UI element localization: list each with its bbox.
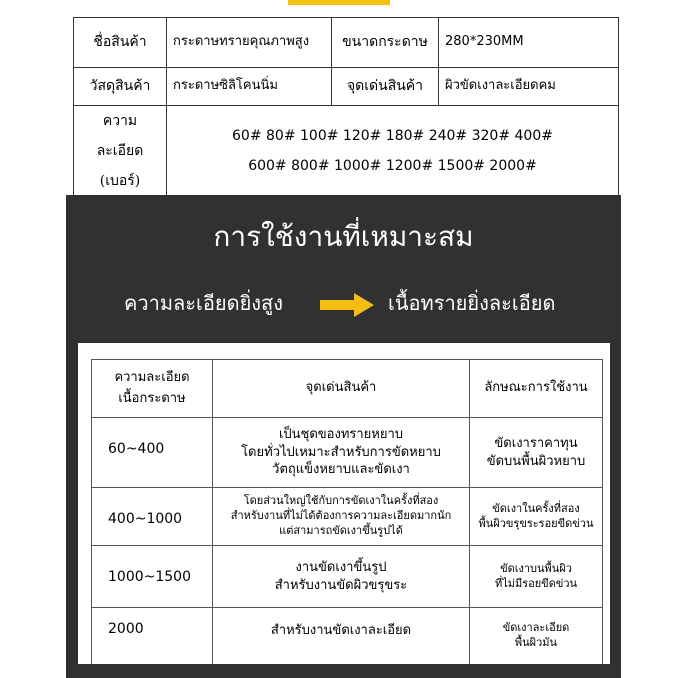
usage-cell [470,546,603,608]
grit-range: 60~400 [92,418,213,488]
spec-label: ขนาดกระดาษ [332,18,439,68]
usage-line: พื้นผิวขรุขระรอยขีดข่วน [478,516,594,530]
usage-line: ขัดเงาบนพื้นผิว [500,561,572,575]
spec-row [74,18,619,68]
col-header-feature: จุดเด่นสินค้า [213,360,470,418]
spec-value: ผิวขัดเงาละเอียดคม [439,68,619,106]
usage-line: ขัดเงาในครั้งที่สอง [492,501,580,515]
spec-label: จุดเด่นสินค้า [332,68,439,106]
spec-label: ชื่อสินค้า [74,18,167,68]
feature-cell [213,546,470,608]
usage-line: พื้นผิวมัน [514,636,558,649]
right-arrow-icon [318,291,376,319]
feature-line: สำหรับงานขัดผิวขรุขระ [274,577,408,593]
grit-range: 2000 [92,608,213,665]
spec-label: วัสดุสินค้า [74,68,167,106]
usage-line: ที่ไม่มีรอยขีดข่วน [494,576,578,590]
col-header-grit [92,360,213,418]
product-spec-table [73,17,619,197]
feature-line: สำหรับงานขัดเงาละเอียด [270,623,412,638]
table-row [92,546,603,608]
table-row [92,488,603,546]
spec-row [74,68,619,106]
usage-line: ขัดเงาราคาทุน [494,435,578,451]
grit-values-line: 60# 80# 100# 120# 180# 240# 320# 400# [232,128,553,144]
table-row [92,608,603,665]
top-accent-bar [288,0,390,5]
spec-value: กระดาษทรายคุณภาพสูง [167,18,332,68]
usage-header-row [92,360,603,418]
usage-line: ขัดบนพื้นผิวหยาบ [486,453,586,469]
grit-label [74,106,167,197]
grit-range: 400~1000 [92,488,213,546]
feature-cell [213,608,470,665]
table-row [92,418,603,488]
feature-line: วัตถุแข็งหยาบและขัดเงา [272,462,410,478]
usage-cell [470,608,603,665]
flow-text-right: เนื้อทรายยิ่งละเอียด [388,291,556,315]
feature-cell [213,488,470,546]
usage-cell [470,488,603,546]
spec-value: 280*230MM [439,18,619,68]
grit-label-line: (เบอร์) [99,173,141,189]
feature-cell [213,418,470,488]
grit-values [167,106,619,197]
feature-line: โดยทั่วไปเหมาะสำหรับการขัดหยาบ [241,444,441,460]
feature-line: โดยส่วนใหญ่ใช้กับการขัดเงาในครั้งที่สอง [243,494,439,508]
col-header-line: เนื้อกระดาษ [118,390,186,406]
usage-cell [470,418,603,488]
col-header-line: ความละเอียด [114,369,190,385]
col-header-usage: ลักษณะการใช้งาน [470,360,603,418]
spec-value: กระดาษซิลิโคนนิ่ม [167,68,332,106]
flow-text-left: ความละเอียดยิ่งสูง [124,291,284,315]
usage-table [91,359,603,665]
grit-range: 1000~1500 [92,546,213,608]
spec-row-grit [74,106,619,197]
usage-line: ขัดเงาละเอียด [502,621,570,635]
banner-title: การใช้งานที่เหมาะสม [213,220,474,253]
grit-label-line: ความละเอียด [96,113,144,159]
feature-line: สำหรับงานที่ไม่ได้ต้องการความละเอียดมากนัก [230,509,452,523]
feature-line: งานขัดเงาขึ้นรูป [295,559,387,575]
feature-line: เป็นชุดของทรายหยาบ [278,427,404,443]
bottom-dark-edge [66,664,621,678]
grit-values-line: 600# 800# 1000# 1200# 1500# 2000# [248,158,537,174]
feature-line: แต่สามารถขัดเงาขึ้นรูปได้ [279,523,403,537]
